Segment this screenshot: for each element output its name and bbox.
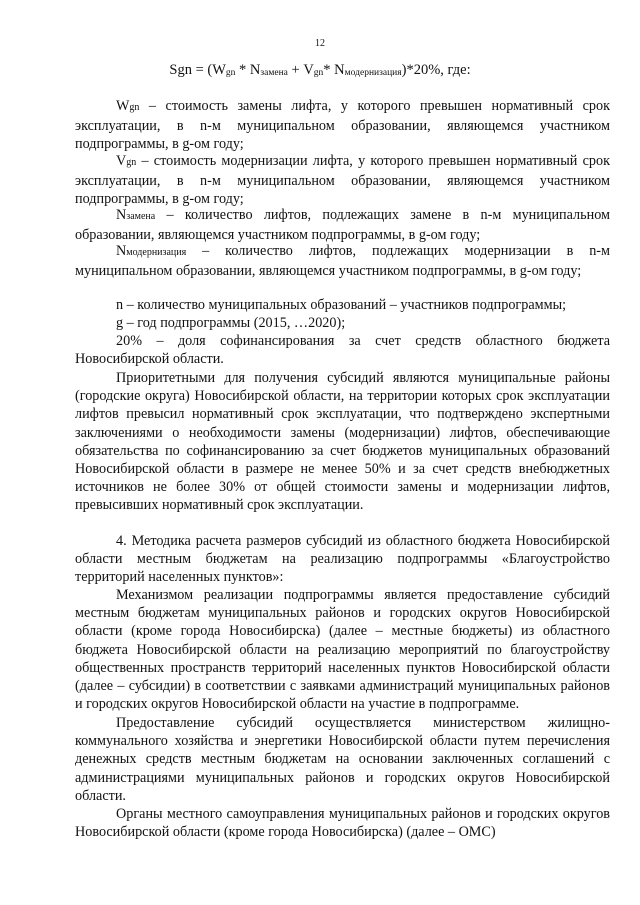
definition-n-modernize: Nмодернизация – количество лифтов, подлежащих модернизации в n-м муниципальном образовании, являющемся участником подпрограммы, в g-ом году; [75,243,610,280]
definition-share: 20% – доля софинансирования за счет средств областного бюджета Новосибирской области. [75,333,610,368]
page-number: 12 [315,38,325,49]
organs-paragraph: Органы местного самоуправления муниципальных районов и городских округов Новосибирской области (кроме города Новосибирска) (далее – ОМС) [75,806,610,841]
definition-w: Wgn – стоимость замены лифта, у которого превышен нормативный срок эксплуатации, в n-м муниципальном образовании, являющемся участником подпрограммы, в g-ом году; [75,98,610,153]
definition-n-replace: Nзамена – количество лифтов, подлежащих замене в n-м муниципальном образовании, являющемся участником подпрограммы, в g-ом году; [75,207,610,244]
definition-g: g – год подпрограммы (2015, …2020); [116,315,346,331]
section-heading: 4. Методика расчета размеров субсидий из областного бюджета Новосибирской области местным бюджетам на реализацию подпрограммы «Благоустройство территорий населенных пунктов»: [75,533,610,586]
mechanism-paragraph: Механизмом реализации подпрограммы является предоставление субсидий местным бюджетам муниципальных районов и городских округов Новосибирской области (кроме города Новосибирска) (далее – местные бюджеты) из областного бюджета Новосибирской области на реализацию мероприятий по благоустройству общественных пространств территорий населенных пунктов Новосибирской области (далее – субсидии) в соответствии с заявками администраций муниципальных районов и городских округов Новосибирской области на участие в подпрограмме. [75,587,610,713]
provision-paragraph: Предоставление субсидий осуществляется министерством жилищно-коммунального хозяйства и энергетики Новосибирской области путем перечисления денежных средств местным бюджетам на основании заключенных соглашений с администрациями муниципальных районов и городских округов Новосибирской области. [75,715,610,804]
formula: Sgn = ($W_{gn} * N_{замена} + V_{gn}*$ $N_{модернизация})*20\%$, где: [169,62,471,78]
definition-n: n – количество муниципальных образований – участников подпрограммы; [116,297,567,313]
priority-paragraph: Приоритетными для получения субсидий являются муниципальные районы (городские округа) Новосибирской области, на территории которых срок эксплуатации лифтов превысил нормативный срок эксплуатации, что подтверждено экспертными заключениями о необходимости замены (модернизации) лифтов, обеспечивающие обязательства по софинансированию за счет бюджетов муниципальных образований Новосибирской области в размере не менее 50% и за счет средств внебюджетных источников не более 30% от общей стоимости замены и модернизации лифтов, превысивших нормативный срок эксплуатации. [75,370,610,514]
definition-v: Vgn – стоимость модернизации лифта, у которого превышен нормативный срок эксплуатации, в n-м муниципальном образовании, являющемся участником подпрограммы, в g-ом году; [75,153,610,208]
